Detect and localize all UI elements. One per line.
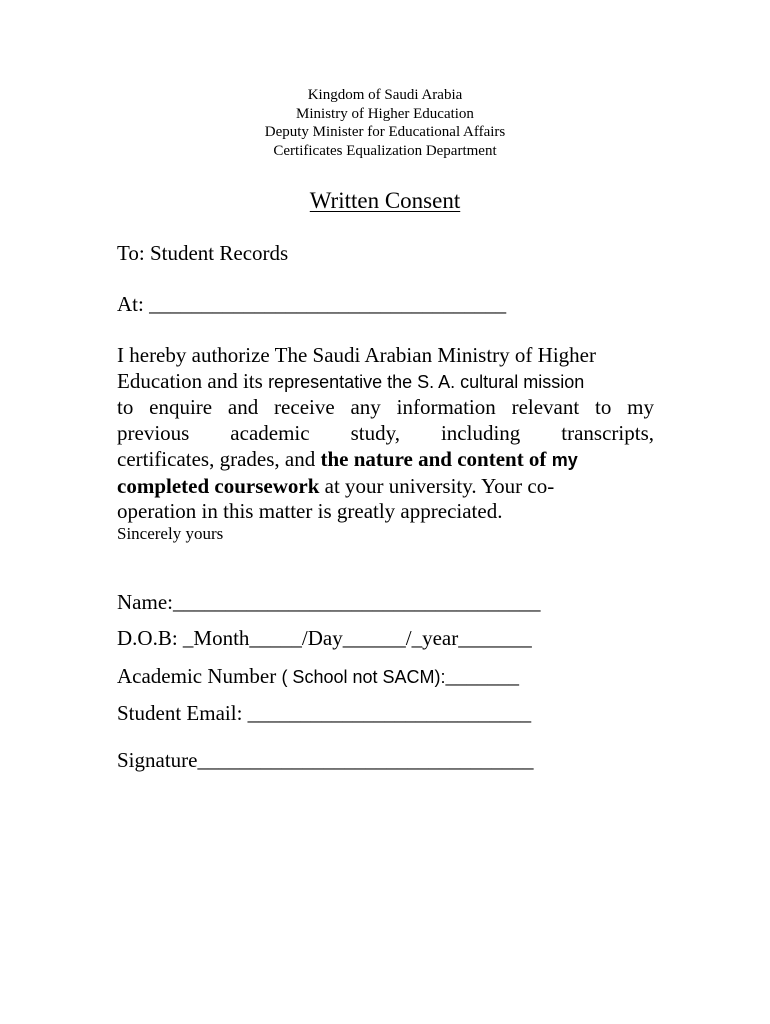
consent-paragraph xyxy=(117,343,654,525)
student-email-field[interactable]: Student Email: ___________________________ xyxy=(117,701,532,725)
letterhead-department: Certificates Equalization Department xyxy=(273,142,497,159)
academic-number-field[interactable] xyxy=(117,664,519,689)
paragraph-line-6-text: at your university. Your co- xyxy=(319,473,555,498)
academic-number-label: Academic Number xyxy=(117,664,282,688)
academic-number-note: ( School not SACM): xyxy=(281,667,446,687)
paragraph-line-6 xyxy=(117,474,654,500)
paragraph-line-5-bold: the nature and content of xyxy=(320,446,552,471)
closing-salutation: Sincerely yours xyxy=(117,524,224,543)
paragraph-line-5-bold-my: my xyxy=(551,449,578,470)
paragraph-line-5-text: certificates, grades, and xyxy=(117,446,321,471)
document-title: Written Consent xyxy=(309,188,461,213)
paragraph-line-3: to enquire and receive any information relevant to my xyxy=(117,395,654,420)
letterhead-kingdom: Kingdom of Saudi Arabia xyxy=(307,87,463,103)
recipient-line: To: Student Records xyxy=(117,241,289,265)
letterhead-deputy-minister: Deputy Minister for Educational Affairs xyxy=(264,124,506,140)
dob-field[interactable]: D.O.B: _Month_____/Day______/_year_______ xyxy=(117,626,532,650)
letterhead-ministry: Ministry of Higher Education xyxy=(296,105,474,122)
at-blank: __________________________________ xyxy=(149,292,507,316)
signature-field[interactable]: Signature________________________________ xyxy=(117,748,534,772)
paragraph-line-6-bold: completed coursework xyxy=(117,473,320,498)
paragraph-line-2-text: Education and its xyxy=(117,368,269,393)
paragraph-line-1: I hereby authorize The Saudi Arabian Ministry of Higher xyxy=(117,343,596,367)
name-field[interactable]: Name:___________________________________ xyxy=(117,590,541,614)
paragraph-line-5 xyxy=(117,447,654,474)
academic-number-blank: _______ xyxy=(445,664,519,688)
letterhead xyxy=(0,86,770,160)
paragraph-line-2 xyxy=(117,369,654,396)
at-line xyxy=(117,292,506,317)
at-label: At: xyxy=(117,292,150,316)
paragraph-line-2-representative: representative the S. A. cultural mission xyxy=(268,371,585,392)
paragraph-line-7: operation in this matter is greatly appreciated. xyxy=(117,499,503,524)
paragraph-line-4: previous academic study, including transcripts, xyxy=(117,421,654,446)
